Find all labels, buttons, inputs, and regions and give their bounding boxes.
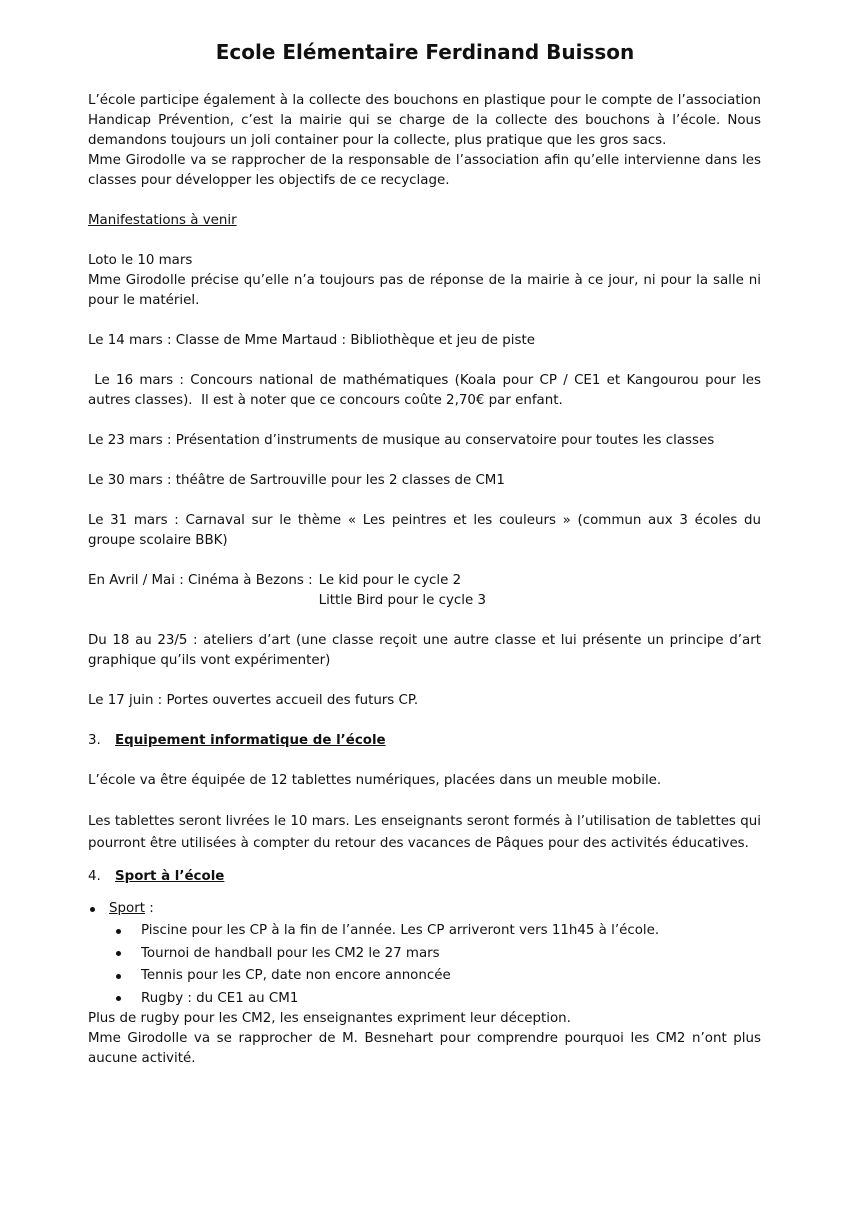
cinema-film-2: Little Bird pour le cycle 3 (318, 593, 486, 608)
sport-subitem (88, 966, 761, 987)
bullet-icon (116, 951, 121, 956)
section-3-heading (88, 731, 761, 751)
section-3-paragraph-2: Les tablettes seront livrées le 10 mars. Les enseignants seront formés à l’utilisation de tablettes qui pourront être utilisées à compter du retour des vacances de Pâques pour des activités éducatives. (88, 814, 761, 851)
section-3-title: Equipement informatique de l’école (115, 733, 386, 748)
section-4-number: 4. (88, 869, 101, 884)
event-14-mars: Le 14 mars : Classe de Mme Martaud : Bibliothèque et jeu de piste (88, 333, 535, 348)
sport-subitem (88, 944, 761, 965)
bullet-icon (116, 974, 121, 979)
event-17-juin: Le 17 juin : Portes ouvertes accueil des futurs CP. (88, 693, 419, 708)
event-23-mars: Le 23 mars : Présentation d’instruments de musique au conservatoire pour toutes les classes (88, 433, 715, 448)
sport-label-suffix: : (144, 901, 154, 916)
intro-paragraph-1: L’école participe également à la collecte des bouchons en plastique pour le compte de l’association Handicap Prévention, c’est la mairie qui se charge de la collecte des bouchons à l’école. Nous demandons toujours un joli container pour la collecte, plus pratique que les gros sacs. (88, 93, 761, 148)
sport-subitem-text: Rugby : du CE1 au CM1 (141, 990, 299, 1006)
section-3-paragraph-1: L’école va être équipée de 12 tablettes numériques, placées dans un meuble mobile. (88, 773, 662, 788)
cinema-label: En Avril / Mai : Cinéma à Bezons : (88, 573, 313, 588)
bullet-icon (116, 996, 121, 1001)
sport-subitem-text: Piscine pour les CP à la fin de l’année. Les CP arriveront vers 11h45 à l’école. (141, 923, 660, 938)
event-16-mars: Le 16 mars : Concours national de mathématiques (Koala pour CP / CE1 et Kangourou pour les autres classes). Il est à noter que ce concours coûte 2,70€ par enfant. (88, 373, 766, 408)
event-31-mars: Le 31 mars : Carnaval sur le thème « Les peintres et les couleurs » (commun aux 3 écoles du groupe scolaire BBK) (88, 513, 761, 548)
event-30-mars: Le 30 mars : théâtre de Sartrouville pour les 2 classes de CM1 (88, 473, 505, 488)
bullet-icon (116, 929, 121, 934)
rugby-comment: Plus de rugby pour les CM2, les enseignantes expriment leur déception. (88, 1011, 571, 1026)
events-heading: Manifestations à venir (88, 213, 237, 228)
cinema-film-1: Le kid pour le cycle 2 (318, 573, 462, 588)
sport-subitem (88, 921, 761, 942)
intro-paragraph-2: Mme Girodolle va se rapprocher de la responsable de l’association afin qu’elle intervienne dans les classes pour développer les objectifs de ce recyclage. (88, 153, 761, 188)
section-4-title: Sport à l’école (115, 869, 225, 884)
cinema-block (88, 571, 761, 611)
loto-text: Mme Girodolle précise qu’elle n’a toujours pas de réponse de la mairie à ce jour, ni pour la salle ni pour le matériel. (88, 273, 761, 308)
sport-subitem-text: Tournoi de handball pour les CM2 le 27 mars (141, 945, 440, 961)
sport-label: Sport (109, 901, 145, 916)
loto-title: Loto le 10 mars (88, 253, 193, 268)
closing-paragraph: Mme Girodolle va se rapprocher de M. Besnehart pour comprendre pourquoi les CM2 n’ont plus aucune activité. (88, 1031, 761, 1066)
section-4-heading (88, 867, 761, 887)
sport-subitem (88, 989, 761, 1010)
art-workshops: Du 18 au 23/5 : ateliers d’art (une classe reçoit une autre classe et lui présente un principe d’art graphique qu’ils vont expérimenter) (88, 633, 761, 668)
document-body (88, 91, 766, 1069)
sport-subitem-text: Tennis pour les CP, date non encore annoncée (141, 968, 451, 983)
section-3-number: 3. (88, 733, 101, 748)
page-title: Ecole Elémentaire Ferdinand Buisson (215, 40, 635, 64)
sport-list-item (88, 899, 761, 919)
bullet-icon (90, 907, 95, 912)
